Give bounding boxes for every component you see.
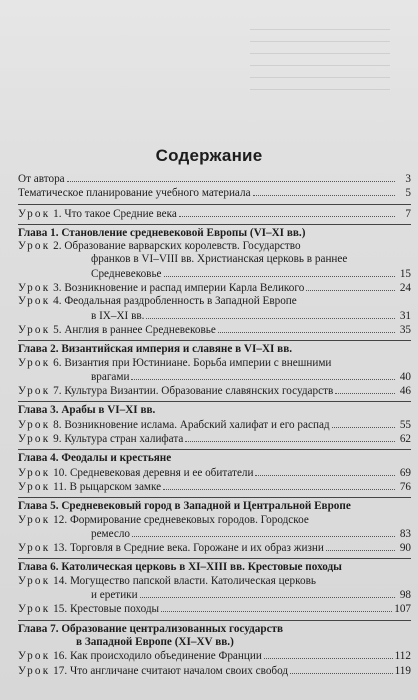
divider <box>18 620 411 621</box>
toc-entry-lesson-15: Урок 15. Крестовые походы 107 <box>18 603 411 616</box>
page-number: 46 <box>399 385 411 398</box>
chapter-heading-4: Глава 4. Феодалы и крестьяне <box>18 452 172 465</box>
table-of-contents: От автора 3 Тематическое планирование учебного материала 5 Урок 1. Что такое Средние века 7 Глава 1. Становление средневековой Европы (VI–XI вв.) Урок 2. Образование варварских королевств. Государство франков в VI–VIII вв. Христианская церковь в раннее Средневековье 15 Урок 3. Возникновение и распад империи Карла Великого 24 Урок 4. Феодальная раздробленность в Западной Европе в IX–XI вв. 31 Урок 5. Англия в раннее Средневековье 35 Глава 2. Византийская империя и славяне в VI–XI вв. Урок 6. Византия при Юстиниане. Борьба империи с внешними врагами 40 Урок 7. Культура Византии. Образование славянских государств 46 Глава 3. Арабы в VI–XI вв. Урок 8. Возникновение ислама. Арабский халифат и его распад 55 Урок 9. Культура стран халифата 62 Глава 4. Феодалы и крестьяне Урок 10. Средневековая деревня и ее обитатели 69 Урок 11. В рыцарском замке 76 Глава 5. Средневековый город в Западной и Центральной Европе Урок 12. Формирование средневековых городов. Городское ремесло 83 Урок 13. Торговля в Средние века. Горожане и их образ жизни 90 Глава 6. Католическая церковь в XI–XIII вв. Крестовые походы Урок 14. Могущество папской власти. Католическая церковь и еретики 98 Урок 15. Крестовые походы 107 Глава 7. Образование централизованных государств в Западной Европе (XI–XV вв.) Урок 16. Как происходило объединение Франции 112 Урок 17. Что англичане считают началом своих свобод 119 <box>18 173 411 677</box>
chapter-heading-2: Глава 2. Византийская империя и славяне в VI–XI вв. <box>18 343 293 356</box>
page-number: 55 <box>399 418 411 431</box>
chapter-heading-7: Глава 7. Образование централизованных государств <box>18 622 284 635</box>
divider <box>18 340 411 341</box>
toc-entry-lesson-13: Урок 13. Торговля в Средние века. Горожане и их образ жизни 90 <box>18 542 411 555</box>
page-number: 5 <box>405 187 411 200</box>
page-number: 112 <box>394 650 411 663</box>
chapter-heading-5: Глава 5. Средневековый город в Западной и Центральной Европе <box>18 500 351 513</box>
divider <box>18 558 411 559</box>
toc-entry-lesson-1: Урок 1. Что такое Средние века 7 <box>18 207 411 220</box>
page-number: 119 <box>394 664 411 677</box>
page-number: 107 <box>394 603 411 616</box>
chapter-heading-7-continued: в Западной Европе (XI–XV вв.) <box>76 635 234 648</box>
divider <box>18 224 411 225</box>
page-number: 40 <box>399 370 411 383</box>
toc-entry-lesson-11: Урок 11. В рыцарском замке 76 <box>18 480 411 493</box>
page-number: 15 <box>399 267 411 280</box>
toc-entry-lesson-14: Урок 14. Могущество папской власти. Католическая церковь <box>18 574 316 587</box>
toc-entry-lesson-8: Урок 8. Возникновение ислама. Арабский халифат и его распад 55 <box>18 418 411 431</box>
toc-entry-lesson-12: Урок 12. Формирование средневековых городов. Городское <box>18 513 309 526</box>
page-number: 3 <box>405 173 411 185</box>
toc-entry-lesson-17: Урок 17. Что англичане считают началом своих свобод 119 <box>18 664 411 677</box>
toc-entry-lesson-9: Урок 9. Культура стран халифата 62 <box>18 433 411 446</box>
toc-entry-lesson-2: Урок 2. Образование варварских королевств. Государство <box>18 240 301 253</box>
toc-entry-lesson-5: Урок 5. Англия в раннее Средневековье 35 <box>18 323 411 336</box>
toc-entry-planning: Тематическое планирование учебного материала 5 <box>18 187 411 200</box>
page-number: 7 <box>405 207 411 220</box>
divider <box>18 449 411 450</box>
divider <box>18 497 411 498</box>
toc-entry-foreword: От автора 3 <box>18 173 411 185</box>
page-number: 31 <box>399 309 411 322</box>
chapter-heading-1: Глава 1. Становление средневековой Европы (VI–XI вв.) <box>18 226 306 239</box>
page-number: 98 <box>399 589 411 602</box>
page-title: Содержание <box>155 146 263 165</box>
toc-entry-lesson-10: Урок 10. Средневековая деревня и ее обитатели 69 <box>18 466 411 479</box>
toc-entry-lesson-16: Урок 16. Как происходило объединение Франции 112 <box>18 650 411 663</box>
page-number: 62 <box>399 433 411 446</box>
toc-entry-lesson-6: Урок 6. Византия при Юстиниане. Борьба империи с внешними <box>18 356 332 369</box>
chapter-heading-3: Глава 3. Арабы в VI–XI вв. <box>18 404 156 417</box>
divider <box>18 401 411 402</box>
page-number: 90 <box>399 542 411 555</box>
page-number: 76 <box>399 480 411 493</box>
toc-entry-lesson-4: Урок 4. Феодальная раздробленность в Западной Европе <box>18 295 297 308</box>
toc-entry-lesson-3: Урок 3. Возникновение и распад империи Карла Великого 24 <box>18 282 411 295</box>
page-number: 69 <box>399 466 411 479</box>
show-through-text <box>250 18 390 98</box>
page-number: 24 <box>399 282 411 295</box>
chapter-heading-6: Глава 6. Католическая церковь в XI–XIII вв. Крестовые походы <box>18 561 342 574</box>
toc-entry-lesson-7: Урок 7. Культура Византии. Образование славянских государств 46 <box>18 385 411 398</box>
page-number: 35 <box>399 323 411 336</box>
page-number: 83 <box>399 527 411 540</box>
divider <box>18 204 411 205</box>
